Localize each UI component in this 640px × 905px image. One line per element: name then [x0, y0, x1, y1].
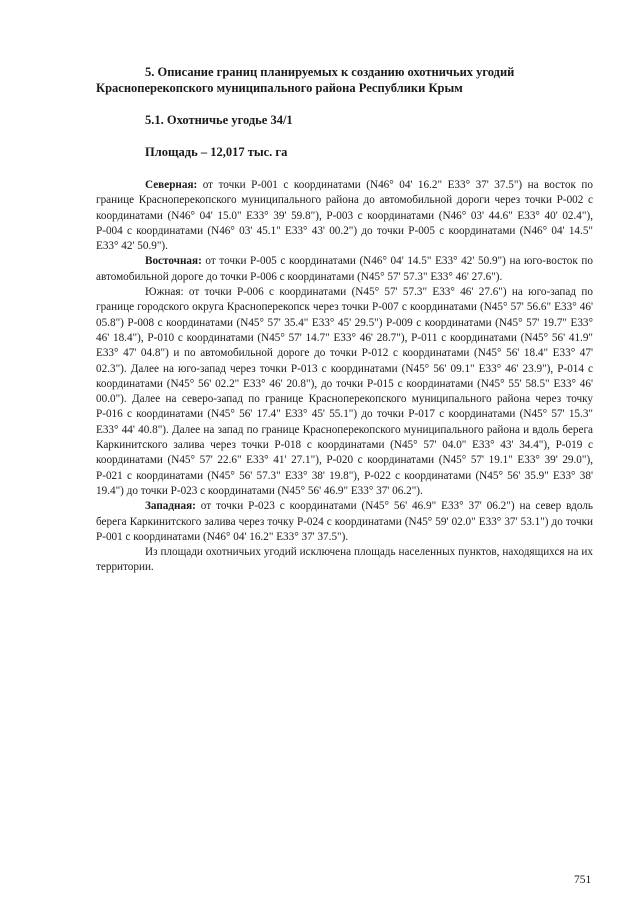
page-number: 751: [574, 874, 592, 886]
exclusion-note-paragraph: [96, 545, 593, 576]
north-boundary-text: от точки Р-001 с координатами (N46° 04' 16.2" E33° 37' 37.5") на восток по границе Красноперекопского муниципального района до автомобильной дороги через точки Р-002 с координатами (N46° 04' 15.0" E33° 39' 59.8"), Р-003 с координатами (N46° 03' 44.6" E33° 40' 02.4"), Р-004 с координатами (N46° 03' 45.1" E33° 43' 00.2") до точки Р-005 с координатами (N46° 04' 14.5" E33° 42' 50.9").: [96, 179, 593, 253]
north-boundary-label: Северная:: [145, 179, 198, 191]
west-boundary-label: Западная:: [145, 500, 196, 513]
boundary-description: [96, 178, 593, 576]
section-heading: 5. Описание границ планируемых к созданию охотничьих угодий Красноперекопского муниципального района Республики Крым: [96, 65, 515, 95]
east-boundary-label: Восточная:: [145, 255, 202, 268]
exclusion-note-text: Из площади охотничьих угодий исключена площадь населенных пунктов, находящихся на их территории.: [96, 546, 593, 574]
area-statement: Площадь – 12,017 тыс. га: [145, 145, 288, 159]
east-boundary-text: от точки Р-005 с координатами (N46° 04' 14.5" E33° 42' 50.9") на юго-восток по автомобильной дороге до точки Р-006 с координатами (N45° 57' 57.3" E33° 46' 27.6").: [96, 255, 593, 283]
east-boundary-paragraph: [96, 254, 593, 285]
south-boundary-text: Южная: от точки Р-006 с координатами (N45° 57' 57.3" E33° 46' 27.6") на юго-запад по границе городского округа Красноперекопск через точки Р-007 с координатами (N45° 57' 56.6" E33° 46' 05.8") Р-008 с координатами (N45° 57' 35.4" E33° 45' 29.5") Р-009 с координатами (N45° 57' 19.7" E33° 46' 18.4"), Р-010 с координатами (N45° 57' 14.7" E33° 46' 28.7"), Р-011 с координатами (N45° 56' 41.9" E33° 47' 04.8") и по автомобильной дороге до точки Р-012 с координатами (N45° 56' 18.4" E33° 47' 02.3"). Далее на юго-запад через точки Р-013 с координатами (N45° 56' 09.1" E33° 46' 23.9"), Р-014 с координатами (N45° 56' 02.2" E33° 46' 20.8"), до точки Р-015 с координатами (N45° 55' 58.5" E33° 46' 00.0"). Далее на северо-запад по границе Красноперекопского муниципального района через точку Р-016 с координатами (N45° 56' 17.4" E33° 45' 55.1") до точки Р-017 с координатами (N45° 57' 15.3" E33° 44' 40.8"). Далее на запад по границе Красноперекопского муниципального района и вдоль берега Каркинитского залива через точки Р-018 с координатами (N45° 57' 04.0" E33° 43' 34.4"), Р-019 с координатами (N45° 57' 22.6" E33° 41' 27.1"), Р-020 с координатами (N45° 57' 19.1" E33° 39' 29.0"), Р-021 с координатами (N45° 56' 57.3" E33° 38' 19.8"), Р-022 с координатами (N45° 56' 35.9" E33° 38' 19.4") до точки Р-023 с координатами (N45° 56' 46.9" E33° 37' 06.2").: [96, 286, 593, 497]
document-page: [96, 64, 593, 576]
south-boundary-paragraph: [96, 285, 593, 499]
west-boundary-paragraph: [96, 499, 593, 545]
hunting-ground-subheading: 5.1. Охотничье угодье 34/1: [145, 113, 293, 127]
west-boundary-text: от точки Р-023 с координатами (N45° 56' 46.9" E33° 37' 06.2") на север вдоль берега Каркинитского залива через точку Р-024 с координатами (N45° 59' 02.0" E33° 37' 53.1") до точки Р-001 с координатами (N46° 04' 16.2" E33° 37' 37.5").: [96, 500, 593, 543]
north-boundary-paragraph: [96, 178, 593, 254]
